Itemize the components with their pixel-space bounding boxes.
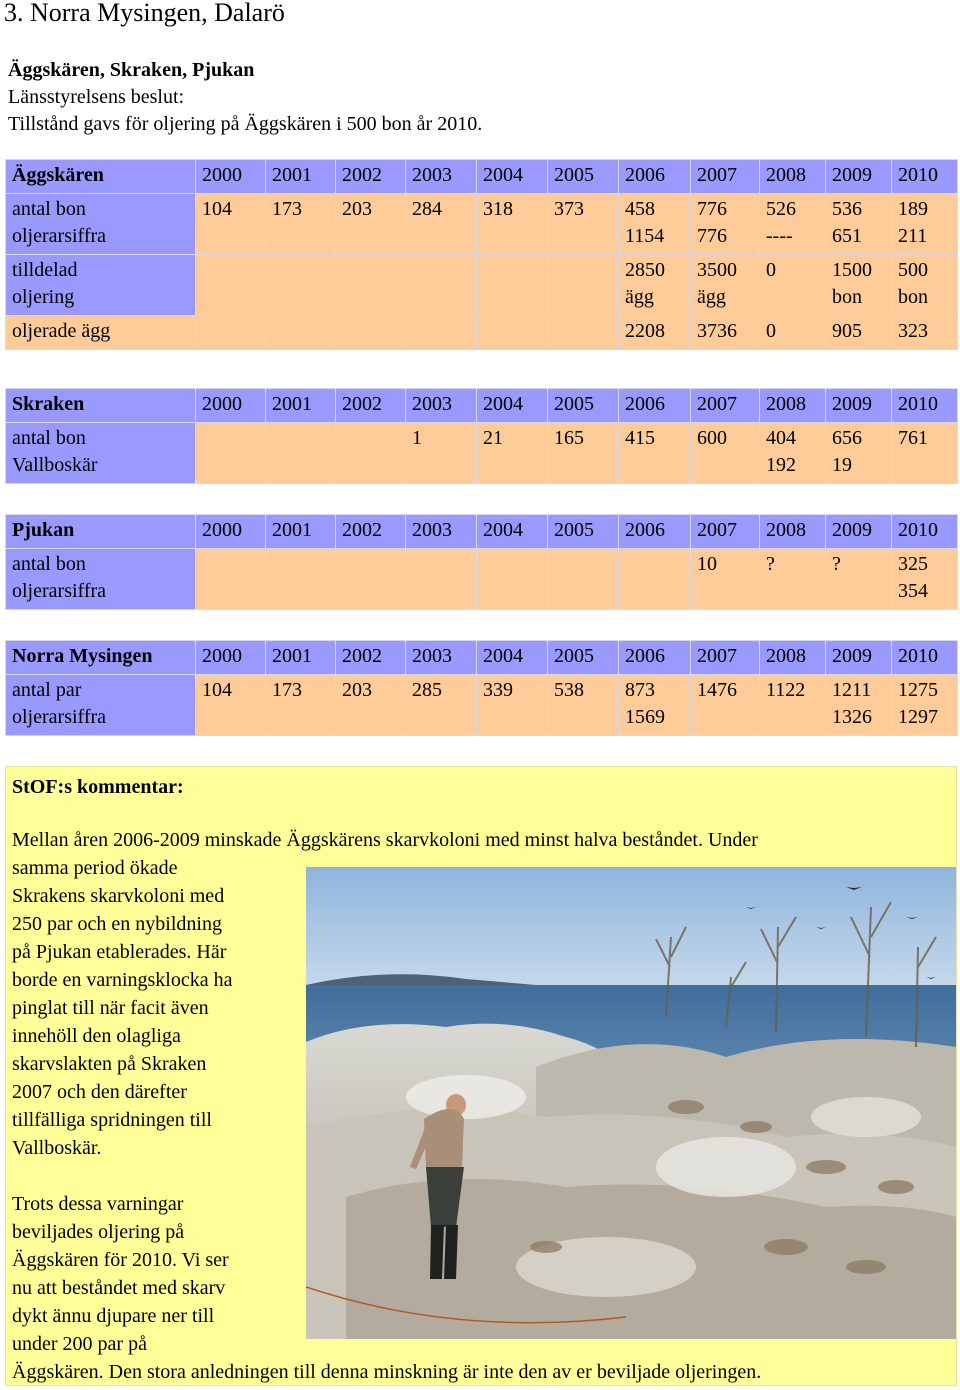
value-line: 1211 bbox=[832, 679, 872, 701]
value-cell bbox=[196, 194, 266, 255]
value-line: 3500 bbox=[697, 259, 737, 281]
value-cell bbox=[619, 194, 691, 255]
value-line: 104 bbox=[202, 679, 232, 701]
value-line: bon bbox=[898, 286, 928, 308]
value-cell bbox=[691, 675, 760, 736]
value-cell bbox=[406, 255, 477, 316]
value-cell bbox=[826, 316, 892, 350]
value-cell bbox=[548, 423, 619, 484]
value-line: 526 bbox=[766, 198, 796, 220]
value-cell bbox=[826, 255, 892, 316]
comment-line: Trots dessa varningar bbox=[12, 1193, 184, 1215]
value-cell bbox=[266, 255, 336, 316]
comment-title: StOF:s kommentar: bbox=[12, 776, 184, 798]
comment-line: Mellan åren 2006-2009 minskade Äggskärens skarvkoloni med minst halva beståndet. Under bbox=[12, 829, 758, 851]
comment-line: borde en varningsklocka ha bbox=[12, 969, 233, 991]
value-cell bbox=[826, 194, 892, 255]
value-cell bbox=[691, 316, 760, 350]
value-line: 211 bbox=[898, 225, 928, 247]
value-line: ägg bbox=[697, 286, 726, 308]
row-label bbox=[6, 255, 196, 316]
row-label-line: oljerarsiffra bbox=[12, 706, 107, 728]
row-label-line: Vallboskär bbox=[12, 454, 98, 476]
year-cell: 2002 bbox=[336, 160, 406, 194]
value-line: 189 bbox=[898, 198, 928, 220]
year-cell: 2008 bbox=[760, 160, 826, 194]
value-cell bbox=[691, 255, 760, 316]
value-line: 284 bbox=[412, 198, 442, 220]
value-cell bbox=[760, 423, 826, 484]
comment-line: på Pjukan etablerades. Här bbox=[12, 941, 227, 963]
row-label-line: antal par bbox=[12, 679, 82, 701]
value-cell bbox=[406, 316, 477, 350]
value-cell bbox=[548, 255, 619, 316]
value-cell bbox=[336, 255, 406, 316]
table-title: Äggskären bbox=[6, 160, 196, 194]
photo-cormorant-colony bbox=[306, 867, 956, 1339]
value-line: 776 bbox=[697, 225, 727, 247]
year-cell: 2009 bbox=[826, 641, 892, 675]
value-cell bbox=[892, 423, 958, 484]
year-cell: 2000 bbox=[196, 641, 266, 675]
value-cell bbox=[196, 549, 266, 610]
year-cell: 2009 bbox=[826, 389, 892, 423]
year-cell: 2008 bbox=[760, 389, 826, 423]
value-line: 165 bbox=[554, 427, 584, 449]
comment-line: Äggskären. Den stora anledningen till denna minskning är inte den av er beviljade oljeringen. bbox=[12, 1361, 762, 1383]
value-line: 651 bbox=[832, 225, 862, 247]
value-cell bbox=[336, 316, 406, 350]
year-cell: 2007 bbox=[691, 641, 760, 675]
row-label-line: oljerarsiffra bbox=[12, 580, 107, 602]
table-title: Pjukan bbox=[6, 515, 196, 549]
value-line: 0 bbox=[766, 259, 776, 281]
row-label-line: oljering bbox=[12, 286, 75, 308]
value-cell bbox=[406, 549, 477, 610]
value-line: ---- bbox=[766, 225, 793, 247]
value-line: 1275 bbox=[898, 679, 938, 701]
value-cell bbox=[619, 549, 691, 610]
table-row bbox=[6, 675, 958, 736]
value-cell bbox=[477, 549, 548, 610]
value-cell bbox=[336, 194, 406, 255]
year-cell: 2010 bbox=[892, 389, 958, 423]
value-cell bbox=[760, 549, 826, 610]
value-line: 1569 bbox=[625, 706, 665, 728]
table-row bbox=[6, 549, 958, 610]
year-cell: 2006 bbox=[619, 389, 691, 423]
year-cell: 2005 bbox=[548, 515, 619, 549]
value-cell bbox=[336, 423, 406, 484]
year-cell: 2002 bbox=[336, 389, 406, 423]
year-cell: 2004 bbox=[477, 160, 548, 194]
value-line: 173 bbox=[272, 198, 302, 220]
value-line: 1297 bbox=[898, 706, 938, 728]
year-cell: 2001 bbox=[266, 160, 336, 194]
value-cell bbox=[548, 549, 619, 610]
row-label-line: antal bon bbox=[12, 553, 86, 575]
year-cell: 2008 bbox=[760, 515, 826, 549]
year-cell: 2001 bbox=[266, 389, 336, 423]
comment-line: dykt ännu djupare ner till bbox=[12, 1305, 215, 1327]
value-cell bbox=[336, 675, 406, 736]
year-cell: 2006 bbox=[619, 641, 691, 675]
row-label bbox=[6, 675, 196, 736]
value-line: 339 bbox=[483, 679, 513, 701]
value-line: 0 bbox=[766, 320, 776, 342]
intro-decision-label: Länsstyrelsens beslut: bbox=[8, 86, 185, 108]
comment-line: Äggskären för 2010. Vi ser bbox=[12, 1249, 229, 1271]
value-cell bbox=[548, 194, 619, 255]
value-cell bbox=[826, 423, 892, 484]
year-cell: 2009 bbox=[826, 515, 892, 549]
row-label bbox=[6, 423, 196, 484]
table-row bbox=[6, 194, 958, 255]
row-label bbox=[6, 194, 196, 255]
value-line: 192 bbox=[766, 454, 796, 476]
value-line: 1122 bbox=[766, 679, 806, 701]
value-cell bbox=[691, 194, 760, 255]
value-line: 203 bbox=[342, 198, 372, 220]
table-row bbox=[6, 316, 958, 350]
year-cell: 2006 bbox=[619, 160, 691, 194]
row-label-line: oljerarsiffra bbox=[12, 225, 107, 247]
value-cell bbox=[477, 316, 548, 350]
value-cell bbox=[760, 255, 826, 316]
value-line: 354 bbox=[898, 580, 928, 602]
value-line: 1326 bbox=[832, 706, 872, 728]
year-cell: 2002 bbox=[336, 515, 406, 549]
value-cell bbox=[619, 423, 691, 484]
value-cell bbox=[266, 316, 336, 350]
year-cell: 2010 bbox=[892, 641, 958, 675]
row-label-line: antal bon bbox=[12, 427, 86, 449]
value-cell bbox=[548, 316, 619, 350]
row-label bbox=[6, 549, 196, 610]
comment-box bbox=[5, 766, 957, 1386]
comment-line: nu att beståndet med skarv bbox=[12, 1277, 226, 1299]
value-cell bbox=[691, 423, 760, 484]
comment-line: pinglat till när facit även bbox=[12, 997, 209, 1019]
value-line: 2208 bbox=[625, 320, 665, 342]
value-line: 104 bbox=[202, 198, 232, 220]
value-cell bbox=[760, 675, 826, 736]
value-line: 285 bbox=[412, 679, 442, 701]
value-line: 500 bbox=[898, 259, 928, 281]
value-line: 536 bbox=[832, 198, 862, 220]
value-cell bbox=[477, 255, 548, 316]
value-cell bbox=[406, 423, 477, 484]
value-line: 318 bbox=[483, 198, 513, 220]
value-line: 2850 bbox=[625, 259, 665, 281]
value-cell bbox=[892, 255, 958, 316]
value-cell bbox=[760, 194, 826, 255]
year-cell: 2005 bbox=[548, 641, 619, 675]
year-cell: 2000 bbox=[196, 389, 266, 423]
value-cell bbox=[406, 675, 477, 736]
year-cell: 2009 bbox=[826, 160, 892, 194]
comment-line: 250 par och en nybildning bbox=[12, 913, 222, 935]
value-line: 905 bbox=[832, 320, 862, 342]
value-cell bbox=[266, 423, 336, 484]
table-header-row bbox=[6, 389, 958, 423]
year-cell: 2006 bbox=[619, 515, 691, 549]
value-line: 19 bbox=[832, 454, 852, 476]
value-line: 1 bbox=[412, 427, 422, 449]
year-cell: 2005 bbox=[548, 160, 619, 194]
year-cell: 2001 bbox=[266, 641, 336, 675]
value-cell bbox=[760, 316, 826, 350]
comment-line: beviljades oljering på bbox=[12, 1221, 185, 1243]
year-cell: 2003 bbox=[406, 389, 477, 423]
year-cell: 2002 bbox=[336, 641, 406, 675]
year-cell: 2007 bbox=[691, 160, 760, 194]
table-pjukan bbox=[5, 514, 958, 610]
intro-decision-text: Tillstånd gavs för oljering på Äggskären i 500 bon år 2010. bbox=[8, 113, 483, 135]
year-cell: 2000 bbox=[196, 160, 266, 194]
table-aggskaren bbox=[5, 159, 958, 350]
value-line: 173 bbox=[272, 679, 302, 701]
year-cell: 2010 bbox=[892, 515, 958, 549]
value-line: 373 bbox=[554, 198, 584, 220]
year-cell: 2000 bbox=[196, 515, 266, 549]
comment-line: skarvslakten på Skraken bbox=[12, 1053, 207, 1075]
intro bbox=[8, 57, 482, 138]
comment-line: 2007 och den därefter bbox=[12, 1081, 187, 1103]
value-cell bbox=[892, 316, 958, 350]
table-title: Norra Mysingen bbox=[6, 641, 196, 675]
value-line: 458 bbox=[625, 198, 655, 220]
table-norra-mysingen bbox=[5, 640, 958, 736]
value-line: 21 bbox=[483, 427, 503, 449]
value-line: 656 bbox=[832, 427, 862, 449]
value-cell bbox=[619, 316, 691, 350]
value-cell bbox=[196, 316, 266, 350]
value-cell bbox=[406, 194, 477, 255]
table-row bbox=[6, 423, 958, 484]
year-cell: 2003 bbox=[406, 160, 477, 194]
value-cell bbox=[477, 675, 548, 736]
year-cell: 2004 bbox=[477, 515, 548, 549]
value-line: 600 bbox=[697, 427, 727, 449]
year-cell: 2001 bbox=[266, 515, 336, 549]
value-cell bbox=[619, 255, 691, 316]
value-cell bbox=[619, 675, 691, 736]
comment-line: Skrakens skarvkoloni med bbox=[12, 885, 225, 907]
row-label-line: oljerade ägg bbox=[12, 320, 111, 342]
value-line: ägg bbox=[625, 286, 654, 308]
intro-heading: Äggskären, Skraken, Pjukan bbox=[8, 59, 255, 81]
value-cell bbox=[196, 255, 266, 316]
year-cell: 2008 bbox=[760, 641, 826, 675]
value-cell bbox=[691, 549, 760, 610]
value-line: 10 bbox=[697, 553, 717, 575]
year-cell: 2005 bbox=[548, 389, 619, 423]
value-cell bbox=[266, 549, 336, 610]
value-cell bbox=[477, 194, 548, 255]
value-cell bbox=[196, 423, 266, 484]
value-line: ? bbox=[832, 553, 841, 575]
table-title: Skraken bbox=[6, 389, 196, 423]
value-line: 404 bbox=[766, 427, 796, 449]
row-label-line: antal bon bbox=[12, 198, 86, 220]
table-skraken bbox=[5, 388, 958, 484]
table-header-row bbox=[6, 515, 958, 549]
comment-line: innehöll den olagliga bbox=[12, 1025, 181, 1047]
comment-line: under 200 par på bbox=[12, 1333, 147, 1355]
value-cell bbox=[477, 423, 548, 484]
value-line: 538 bbox=[554, 679, 584, 701]
page-title: 3. Norra Mysingen, Dalarö bbox=[4, 0, 285, 27]
row-label bbox=[6, 316, 196, 350]
value-cell bbox=[892, 675, 958, 736]
value-cell bbox=[266, 675, 336, 736]
year-cell: 2007 bbox=[691, 515, 760, 549]
value-line: bon bbox=[832, 286, 862, 308]
comment-line: samma period ökade bbox=[12, 857, 178, 879]
year-cell: 2004 bbox=[477, 389, 548, 423]
value-line: 415 bbox=[625, 427, 655, 449]
value-line: 203 bbox=[342, 679, 372, 701]
value-cell bbox=[892, 194, 958, 255]
value-line: 1154 bbox=[625, 225, 665, 247]
year-cell: 2003 bbox=[406, 641, 477, 675]
value-cell bbox=[892, 549, 958, 610]
year-cell: 2003 bbox=[406, 515, 477, 549]
comment-line: Vallboskär. bbox=[12, 1137, 102, 1159]
value-cell bbox=[266, 194, 336, 255]
value-line: 776 bbox=[697, 198, 727, 220]
row-label-line: tilldelad bbox=[12, 259, 78, 281]
value-cell bbox=[336, 549, 406, 610]
value-cell bbox=[826, 549, 892, 610]
value-line: 761 bbox=[898, 427, 928, 449]
value-line: 323 bbox=[898, 320, 928, 342]
value-cell bbox=[826, 675, 892, 736]
value-line: ? bbox=[766, 553, 775, 575]
value-line: 873 bbox=[625, 679, 655, 701]
value-cell bbox=[196, 675, 266, 736]
value-line: 1500 bbox=[832, 259, 872, 281]
value-line: 325 bbox=[898, 553, 928, 575]
table-header-row bbox=[6, 641, 958, 675]
comment-line: tillfälliga spridningen till bbox=[12, 1109, 212, 1131]
value-line: 3736 bbox=[697, 320, 737, 342]
value-line: 1476 bbox=[697, 679, 737, 701]
year-cell: 2007 bbox=[691, 389, 760, 423]
year-cell: 2010 bbox=[892, 160, 958, 194]
table-row bbox=[6, 255, 958, 316]
table-header-row bbox=[6, 160, 958, 194]
value-cell bbox=[548, 675, 619, 736]
year-cell: 2004 bbox=[477, 641, 548, 675]
